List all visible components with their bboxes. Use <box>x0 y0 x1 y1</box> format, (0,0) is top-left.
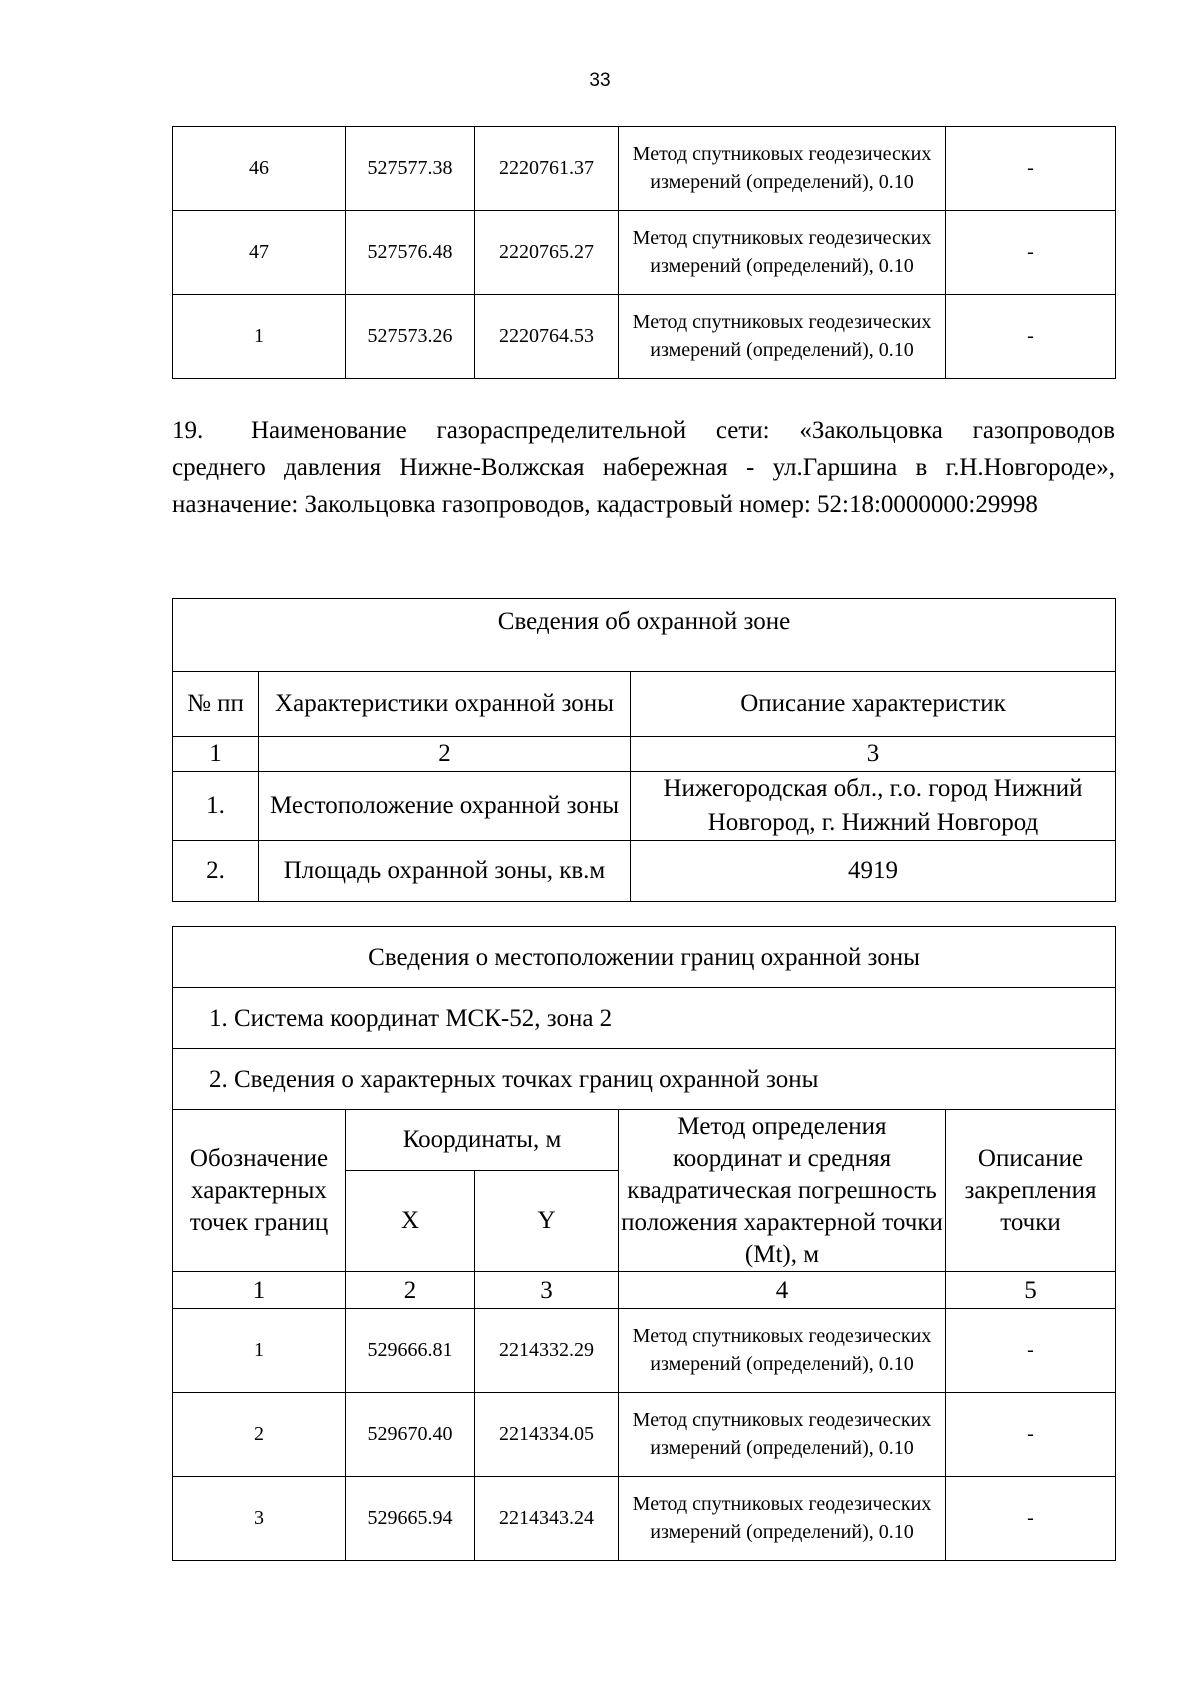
coord-y: 2220765.27 <box>475 211 619 295</box>
row-number: 2. <box>173 841 259 902</box>
header-fixing-desc: Описание закрепления точки <box>946 1110 1116 1272</box>
points-section-title: 2. Сведения о характерных точках границ охранной зоны <box>173 1049 1116 1110</box>
coord-y: 2220761.37 <box>475 127 619 211</box>
coord-x: 529666.81 <box>346 1309 475 1393</box>
paragraph-number: 19. <box>172 417 204 444</box>
column-header: № пп <box>173 672 259 737</box>
column-index: 3 <box>475 1272 619 1309</box>
point-number: 3 <box>173 1477 346 1561</box>
point-number: 47 <box>173 211 346 295</box>
coord-x: 529670.40 <box>346 1393 475 1477</box>
column-index: 1 <box>173 737 259 772</box>
table-caption: Сведения о местоположении границ охранной зоны <box>173 927 1116 988</box>
column-header: Описание характеристик <box>631 672 1116 737</box>
characteristic-value: 4919 <box>631 841 1116 902</box>
characteristic-value: Нижегородская обл., г.о. город Нижний Новгород, г. Нижний Новгород <box>631 772 1116 841</box>
column-header: Характеристики охранной зоны <box>259 672 631 737</box>
points-table-continued <box>172 126 1116 379</box>
coord-x: 527576.48 <box>346 211 475 295</box>
coord-x: 527577.38 <box>346 127 475 211</box>
header-coordinates: Координаты, м <box>346 1110 619 1171</box>
table-row <box>173 211 1116 295</box>
coord-y: 2214334.05 <box>475 1393 619 1477</box>
column-index: 1 <box>173 1272 346 1309</box>
header-y: Y <box>475 1171 619 1272</box>
table-row <box>173 295 1116 379</box>
method-cell: Метод спутниковых геодезических измерений (определений), 0.10 <box>619 295 946 379</box>
network-description <box>172 412 1115 523</box>
column-index: 2 <box>346 1272 475 1309</box>
point-number: 2 <box>173 1393 346 1477</box>
column-index: 3 <box>631 737 1116 772</box>
characteristic-name: Площадь охранной зоны, кв.м <box>259 841 631 902</box>
paragraph-text: Наименование газораспределительной сети: «Закольцовка газопроводов среднего давления Нижне-Волжская набережная - ул.Гаршина в г.Н.Новгороде», назначение: Закольцовка газопроводов, кадастровый номер: 52:18:0000000:29998 <box>172 417 1115 518</box>
header-designation: Обозначение характерных точек границ <box>173 1110 346 1272</box>
point-number: 1 <box>173 1309 346 1393</box>
coord-y: 2214332.29 <box>475 1309 619 1393</box>
table-row <box>173 772 1116 841</box>
method-cell: Метод спутниковых геодезических измерений (определений), 0.10 <box>619 1393 946 1477</box>
fixing-desc: - <box>946 295 1116 379</box>
coordinate-system: 1. Система координат МСК-52, зона 2 <box>173 988 1116 1049</box>
column-index: 5 <box>946 1272 1116 1309</box>
fixing-desc: - <box>946 211 1116 295</box>
column-index: 2 <box>259 737 631 772</box>
column-index: 4 <box>619 1272 946 1309</box>
table-caption: Сведения об охранной зоне <box>173 599 1116 672</box>
table-row <box>173 127 1116 211</box>
characteristic-name: Местоположение охранной зоны <box>259 772 631 841</box>
method-cell: Метод спутниковых геодезических измерений (определений), 0.10 <box>619 1309 946 1393</box>
table-row <box>173 1477 1116 1561</box>
table-row <box>173 1309 1116 1393</box>
table-row <box>173 841 1116 902</box>
zone-boundaries-table <box>172 926 1116 1561</box>
header-method: Метод определения координат и средняя квадратическая погрешность положения характерной точки (Mt), м <box>619 1110 946 1272</box>
point-number: 1 <box>173 295 346 379</box>
method-cell: Метод спутниковых геодезических измерений (определений), 0.10 <box>619 127 946 211</box>
coord-x: 529665.94 <box>346 1477 475 1561</box>
coord-y: 2214343.24 <box>475 1477 619 1561</box>
fixing-desc: - <box>946 1393 1116 1477</box>
table-row <box>173 1393 1116 1477</box>
row-number: 1. <box>173 772 259 841</box>
header-x: X <box>346 1171 475 1272</box>
point-number: 46 <box>173 127 346 211</box>
fixing-desc: - <box>946 1309 1116 1393</box>
page-number: 33 <box>589 70 611 91</box>
method-cell: Метод спутниковых геодезических измерений (определений), 0.10 <box>619 211 946 295</box>
coord-x: 527573.26 <box>346 295 475 379</box>
protection-zone-table <box>172 598 1116 902</box>
coord-y: 2220764.53 <box>475 295 619 379</box>
method-cell: Метод спутниковых геодезических измерений (определений), 0.10 <box>619 1477 946 1561</box>
fixing-desc: - <box>946 1477 1116 1561</box>
fixing-desc: - <box>946 127 1116 211</box>
